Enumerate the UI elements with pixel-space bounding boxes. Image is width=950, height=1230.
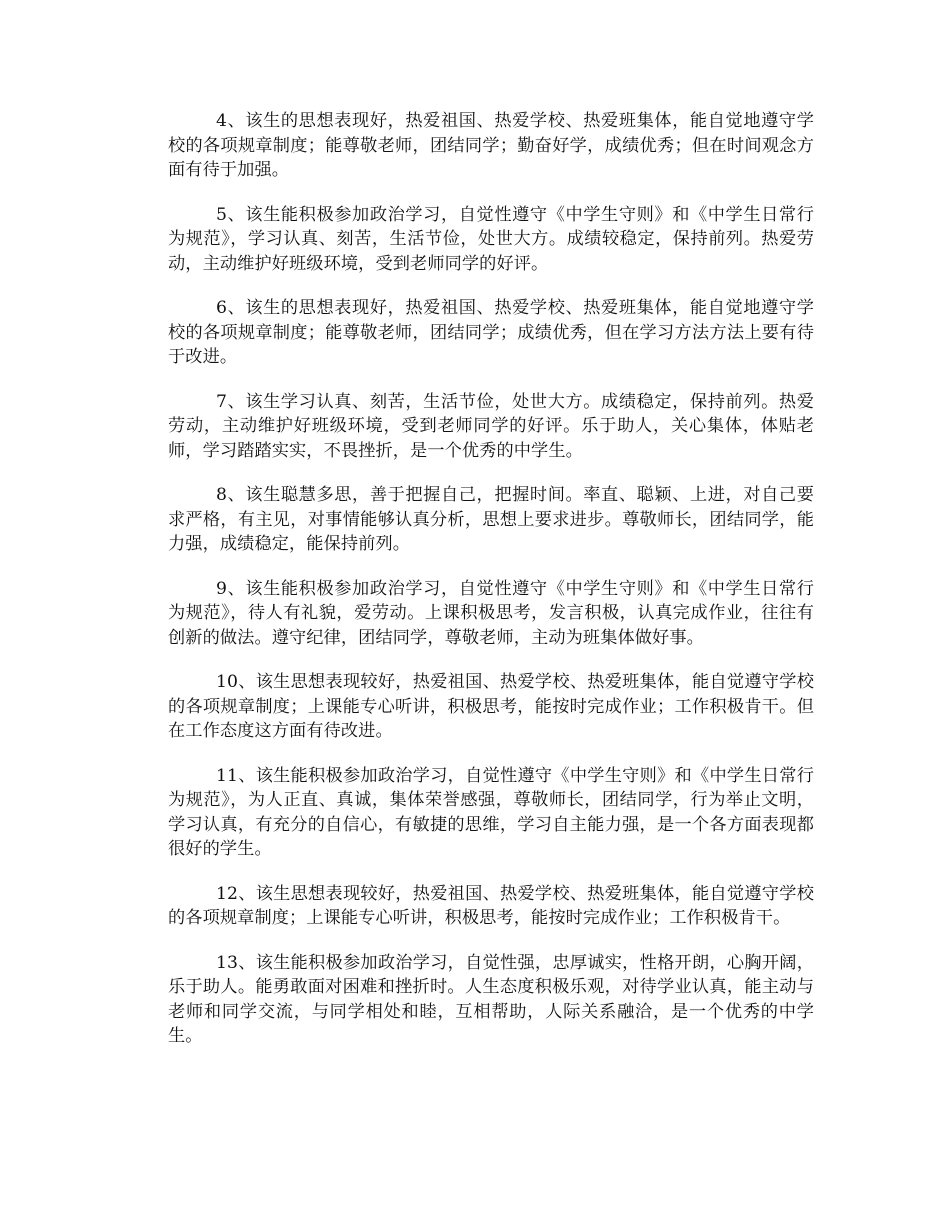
paragraph-5: 5、该生能积极参加政治学习，自觉性遵守《中学生守则》和《中学生日常行为规范》，学习认真、刻苦，生活节俭，处世大方。成绩较稳定，保持前列。热爱劳动，主动维护好班级环境，受到老师同学的好评。 [168,204,814,274]
document-body [168,109,814,1069]
paragraph-6: 6、该生的思想表现好，热爱祖国、热爱学校、热爱班集体，能自觉地遵守学校的各项规章制度；能尊敬老师，团结同学；成绩优秀，但在学习方法方法上要有待于改进。 [168,298,814,367]
paragraph-4: 4、该生的思想表现好，热爱祖国、热爱学校、热爱班集体，能自觉地遵守学校的各项规章制度；能尊敬老师，团结同学；勤奋好学，成绩优秀；但在时间观念方面有待于加强。 [168,111,814,180]
paragraph-12: 12、该生思想表现较好，热爱祖国、热爱学校、热爱班集体，能自觉遵守学校的各项规章制度；上课能专心听讲，积极思考，能按时完成作业；工作积极肯干。 [168,883,814,928]
paragraph-9: 9、该生能积极参加政治学习，自觉性遵守《中学生守则》和《中学生日常行为规范》，待人有礼貌，爱劳动。上课积极思考，发言积极，认真完成作业，往往有创新的做法。遵守纪律，团结同学，尊敬老师，主动为班集体做好事。 [168,578,814,648]
paragraph-13: 13、该生能积极参加政治学习，自觉性强，忠厚诚实，性格开朗，心胸开阔，乐于助人。能勇敢面对困难和挫折时。人生态度积极乐观，对待学业认真，能主动与老师和同学交流，与同学相处和睦，互相帮助，人际关系融洽，是一个优秀的中学生。 [168,952,814,1046]
paragraph-8: 8、该生聪慧多思，善于把握自己，把握时间。率直、聪颖、上进，对自己要求严格，有主见，对事情能够认真分析，思想上要求进步。尊敬师长，团结同学，能力强，成绩稳定，能保持前列。 [168,485,814,554]
paragraph-7: 7、该生学习认真、刻苦，生活节俭，处世大方。成绩稳定，保持前列。热爱劳动，主动维护好班级环境，受到老师同学的好评。乐于助人，关心集体，体贴老师，学习踏踏实实，不畏挫折，是一个优秀的中学生。 [168,391,814,461]
paragraph-10: 10、该生思想表现较好，热爱祖国、热爱学校、热爱班集体，能自觉遵守学校的各项规章制度；上课能专心听讲，积极思考，能按时完成作业；工作积极肯干。但在工作态度这方面有待改进。 [168,672,814,741]
paragraph-11: 11、该生能积极参加政治学习，自觉性遵守《中学生守则》和《中学生日常行为规范》，为人正直、真诚，集体荣誉感强，尊敬师长，团结同学，行为举止文明，学习认真，有充分的自信心，有敏捷的思维，学习自主能力强，是一个各方面表现都很好的学生。 [168,765,814,859]
